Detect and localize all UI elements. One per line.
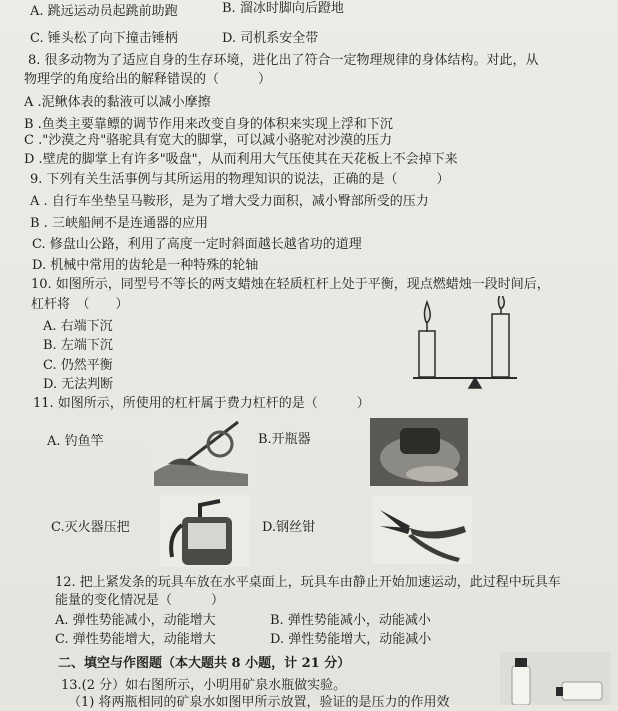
q11-option-a: A. 钓鱼竿	[47, 434, 104, 449]
q8-stem-line2: 物理学的角度给出的解释错误的（ ）	[24, 72, 272, 87]
q12-stem-line2: 能量的变化情况是（ ）	[55, 593, 225, 608]
left-candle	[419, 331, 435, 377]
q11-option-d: D.钢丝钳	[262, 520, 316, 535]
q13-part-1: （1) 将两瓶相同的矿泉水如图甲所示放置，验证的是压力的作用效	[68, 695, 450, 710]
fire-extinguisher-image	[160, 495, 250, 567]
q10-option-c: C. 仍然平衡	[43, 358, 113, 373]
q10-stem-line2: 杠杆将 （ ）	[31, 297, 129, 312]
q7-option-b: B. 溜冰时脚向后蹬地	[222, 1, 344, 16]
right-candle	[492, 314, 509, 377]
q7-option-a: A. 跳远运动员起跳前助跑	[30, 4, 178, 19]
q8-option-d: D .壁虎的脚掌上有许多"吸盘"，从而利用大气压使其在天花板上不会掉下来	[24, 152, 458, 167]
q12-option-a: A. 弹性势能减小，动能增大	[55, 613, 216, 628]
q8-option-c: C ."沙漠之舟"骆驼具有宽大的脚掌，可以减小骆驼对沙漠的压力	[24, 133, 393, 148]
q12-option-c: C. 弹性势能增大，动能增大	[55, 632, 216, 647]
q9-option-a: A . 自行车坐垫呈马鞍形，是为了增大受力面积，减小臀部所受的压力	[30, 194, 429, 209]
q12-stem-line1: 12. 把上紧发条的玩具车放在水平桌面上，玩具车由静止开始加速运动，此过程中玩具车	[55, 575, 561, 590]
q9-option-b: B . 三峡船闸不是连通器的应用	[30, 216, 208, 231]
q9-stem: 9. 下列有关生活事例与其所运用的物理知识的说法，正确的是（ ）	[30, 172, 450, 187]
q13-stem: 13.(2 分）如右图所示，小明用矿泉水瓶做实验。	[61, 678, 347, 693]
q10-option-d: D. 无法判断	[43, 377, 114, 392]
fishing-rod-image	[150, 414, 255, 486]
q8-option-a: A .泥鳅体表的黏液可以减小摩擦	[24, 95, 211, 110]
q11-option-c: C.灭火器压把	[51, 520, 130, 535]
left-candle-flame	[424, 302, 430, 322]
pliers-image	[372, 496, 472, 564]
fulcrum	[469, 378, 481, 388]
q8-stem-line1: 8. 很多动物为了适应自身的生存环境，进化出了符合一定物理规律的身体结构。对此，从	[28, 53, 539, 68]
q9-option-c: C. 修盘山公路，利用了高度一定时斜面越长越省功的道理	[32, 237, 362, 252]
q10-stem-line1: 10. 如图所示，同型号不等长的两支蜡烛在轻质杠杆上处于平衡，现点燃蜡烛一段时间后，	[31, 277, 550, 292]
bottle-opener-image	[370, 418, 468, 486]
right-candle-flame	[498, 296, 504, 308]
q11-stem: 11. 如图所示，所使用的杠杆属于费力杠杆的是（ ）	[33, 396, 370, 411]
q8-option-b: B .鱼类主要靠鳔的调节作用来改变自身的体积来实现上浮和下沉	[24, 117, 393, 132]
section-2-heading: 二、填空与作图题（本大题共 8 小题，计 21 分）	[58, 656, 351, 671]
q10-option-b: B. 左端下沉	[43, 338, 113, 353]
q7-option-c: C. 锤头松了向下撞击锤柄	[30, 31, 178, 46]
q12-option-b: B. 弹性势能减小，动能减小	[270, 613, 431, 628]
q12-option-d: D. 弹性势能增大，动能减小	[270, 632, 432, 647]
q11-option-b: B.开瓶器	[258, 432, 311, 447]
lever-candle-figure	[405, 296, 525, 391]
q9-option-d: D. 机械中常用的齿轮是一种特殊的轮轴	[32, 258, 259, 273]
q7-option-d: D. 司机系安全带	[222, 31, 319, 46]
water-bottles-image	[500, 652, 610, 705]
q10-option-a: A. 右端下沉	[43, 319, 113, 334]
